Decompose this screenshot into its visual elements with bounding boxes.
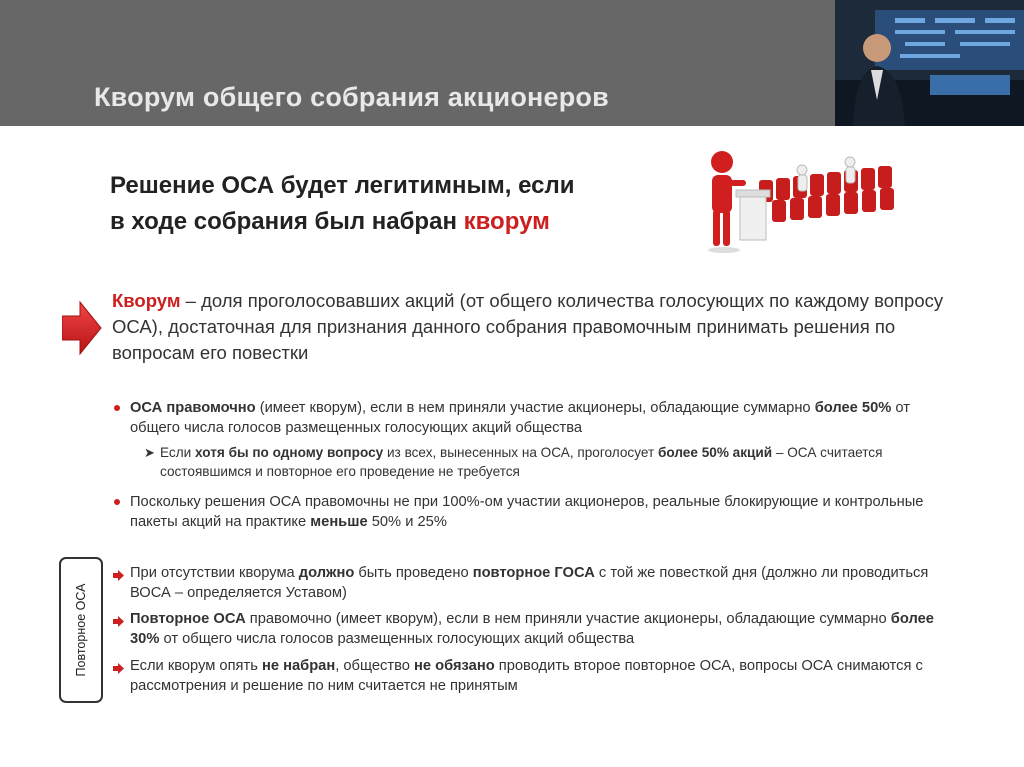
- definition-text: – доля проголосовавших акций (от общего количества голосующих по каждому вопросу ОСА), достаточная для признания данного собрания правомочным принимать решения по вопросам его повестки: [112, 290, 944, 363]
- bullet2-bold-1: меньше: [310, 514, 368, 530]
- subtitle: [110, 168, 574, 240]
- sub1-text-1: Если: [160, 445, 196, 460]
- bullet3-bold-2: повторное ГОСА: [472, 565, 595, 581]
- bullet4-bold-2: более 30%: [130, 611, 934, 647]
- red-arrow-bullet-icon: [113, 567, 124, 587]
- quorum-definition: [112, 288, 972, 366]
- chevron-right-icon: ➤: [144, 445, 155, 460]
- bullet5-bold-1: не набран: [261, 658, 336, 674]
- bullet4-text-1: правомочно (имеет кворум), если в нем приняли участие акционеры, обладающие суммарно: [245, 611, 891, 627]
- red-arrow-icon: [62, 300, 102, 361]
- sub1-text-2: из всех, вынесенных на ОСА, проголосует: [383, 445, 658, 460]
- bullet4-bold-1: Повторное ОСА: [130, 611, 246, 627]
- bullet5-text-3: проводить второе повторное ОСА, вопросы ОСА снимаются с рассмотрения и решение по ним считается не принятым: [130, 658, 923, 694]
- bullet2-text-2: 50% и 25%: [367, 514, 447, 530]
- bullet-blocking-stakes: [130, 492, 950, 532]
- bullet-oca-quorum: [130, 398, 940, 438]
- bullet4-text-2: от общего числа голосов размещенных голосующих акций общества: [159, 631, 635, 647]
- bullet1-text-2: от общего числа голосов размещенных голосующих акций общества: [130, 400, 910, 436]
- bullet3-bold-1: должно: [298, 565, 355, 581]
- subtitle-line-2: [110, 204, 574, 240]
- bullet3-text-3: с той же повесткой дня (должно ли проводиться ВОСА – определяется Уставом): [130, 565, 929, 601]
- stock-exchange-photo: [835, 0, 1024, 126]
- bullet5-text-1: Если кворум опять: [130, 658, 262, 674]
- bullet-dot: [114, 405, 120, 411]
- bullet-no-quorum-again: [130, 656, 960, 696]
- bullet1-bold-1: ОСА правомочно: [130, 400, 256, 416]
- subtitle-line-1: Решение ОСА будет легитимным, если: [110, 172, 575, 199]
- bullet3-text-1: При отсутствии кворума: [130, 565, 299, 581]
- subtitle-line-2-text: в ходе собрания был набран: [110, 208, 464, 235]
- repeat-meeting-label-box: [59, 557, 103, 703]
- bullet-repeat-quorum: [130, 609, 950, 649]
- quorum-word: кворум: [463, 208, 550, 235]
- definition-term: Кворум: [112, 290, 181, 311]
- header-bar: [0, 0, 1024, 126]
- bullet5-bold-2: не обязано: [414, 658, 495, 674]
- bullet1-bold-2: более 50%: [814, 400, 892, 416]
- red-arrow-bullet-icon: [113, 613, 124, 633]
- bullet3-text-2: быть проведено: [354, 565, 473, 581]
- bullet-dot: [114, 499, 120, 505]
- sub1-bold-1: хотя бы по одному вопросу: [195, 445, 384, 460]
- page-title: Кворум общего собрания акционеров: [94, 82, 609, 112]
- sub-bullet-one-question: [144, 443, 940, 481]
- sub1-bold-2: более 50% акций: [657, 445, 773, 460]
- bullet-repeat-required: [130, 563, 930, 603]
- speaker-audience-illustration: [704, 148, 914, 258]
- sub1-text-3: – ОСА считается состоявшимся и повторное его проведение не требуется: [160, 445, 883, 479]
- bullet2-text-1: Поскольку решения ОСА правомочны не при 100%-ом участии акционеров, реальные блокирующие и контрольные пакеты акций на практике: [130, 494, 924, 530]
- bullet1-text-1: (имеет кворум), если в нем приняли участие акционеры, обладающие суммарно: [255, 400, 815, 416]
- red-arrow-bullet-icon: [113, 660, 124, 680]
- bullet5-text-2: , общество: [335, 658, 415, 674]
- repeat-meeting-label: Повторное ОСА: [74, 583, 88, 677]
